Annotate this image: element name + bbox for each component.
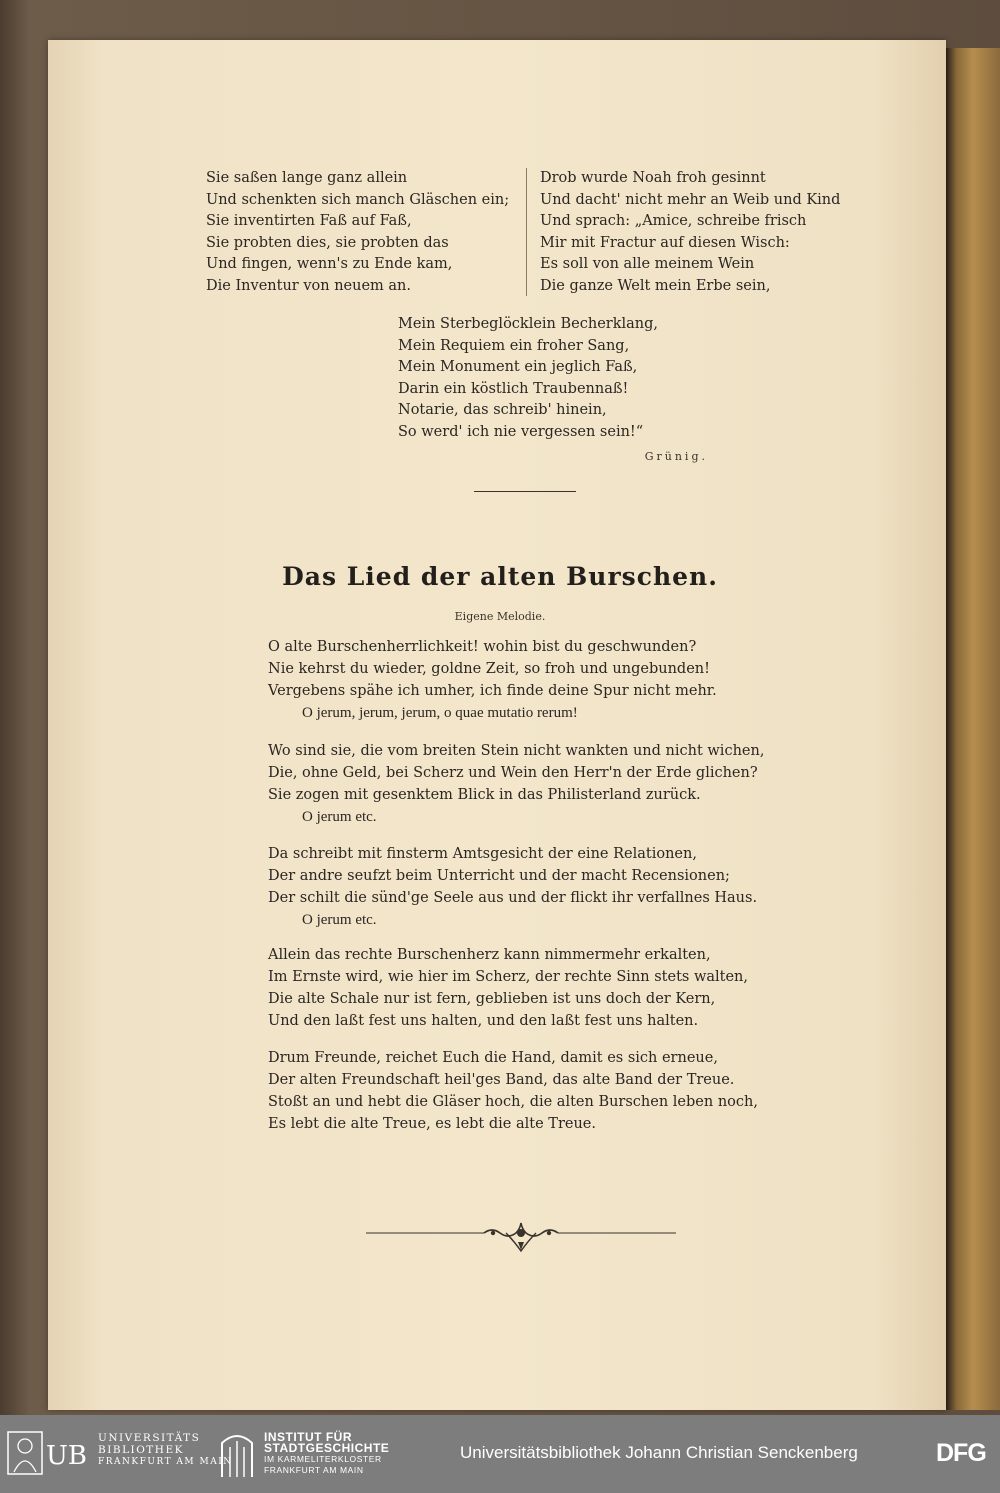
poem-closing-stanza xyxy=(398,314,658,443)
stanza-line: Stoßt an und hebt die Gläser hoch, die alten Burschen leben noch, xyxy=(268,1094,758,1110)
song-stanza-4 xyxy=(268,944,748,1032)
stanza-line: Sie zogen mit gesenktem Blick in das Philisterland zurück. xyxy=(268,787,701,803)
dfg-logo: DFG xyxy=(936,1439,986,1467)
stanza-line: Der alten Freundschaft heil'ges Band, das alte Band der Treue. xyxy=(268,1072,735,1088)
poem-line: Mein Requiem ein froher Sang, xyxy=(398,337,630,354)
song-stanza-2 xyxy=(268,740,764,828)
stanza-line: Vergebens spähe ich umher, ich finde deine Spur nicht mehr. xyxy=(268,683,717,699)
stanza-line: Und den laßt fest uns halten, und den laßt fest uns halten. xyxy=(268,1013,699,1029)
poem-line: Sie inventirten Faß auf Faß, xyxy=(206,213,412,229)
stanza-line: Im Ernste wird, wie hier im Scherz, der rechte Sinn stets walten, xyxy=(268,969,749,985)
poem-line: Sie saßen lange ganz allein xyxy=(206,170,408,186)
song-title: Das Lied der alten Burschen. xyxy=(282,562,718,591)
poem-line: Sie probten dies, sie probten das xyxy=(206,234,449,251)
poem-left-column xyxy=(206,168,509,297)
poem-line: Darin ein köstlich Traubennaß! xyxy=(398,380,629,397)
ub-name-line: FRANKFURT AM MAIN xyxy=(98,1457,233,1467)
footer-bar xyxy=(0,1415,1000,1493)
song-stanza-5 xyxy=(268,1047,758,1135)
ub-name xyxy=(98,1432,233,1468)
stanza-line: Wo sind sie, die vom breiten Stein nicht wankten und nicht wichen, xyxy=(268,743,765,759)
song-stanza-3 xyxy=(268,843,757,931)
song-stanza-1 xyxy=(268,636,717,724)
poem-line: So werd' ich nie vergessen sein!“ xyxy=(398,423,644,440)
column-divider xyxy=(526,168,527,296)
poem-line: Die ganze Welt mein Erbe sein, xyxy=(540,277,771,294)
stanza-line: Der andre seufzt beim Unterricht und der macht Recensionen; xyxy=(268,868,730,884)
stanza-line: Die alte Schale nur ist fern, geblieben ist uns doch der Kern, xyxy=(268,991,716,1007)
stanza-refrain: O jerum, jerum, jerum, o quae mutatio rerum! xyxy=(302,705,578,721)
stanza-line: O alte Burschenherrlichkeit! wohin bist du geschwunden? xyxy=(268,639,697,655)
poem-line: Und dacht' nicht mehr an Weib und Kind xyxy=(540,191,841,208)
poem-right-column xyxy=(540,168,840,297)
facing-page-edge xyxy=(946,48,1000,1410)
poem-line: Drob wurde Noah froh gesinnt xyxy=(540,170,766,186)
ornament-divider-icon xyxy=(366,1218,676,1258)
institut-name xyxy=(264,1432,389,1476)
poem-line: Es soll von alle meinem Wein xyxy=(540,256,755,272)
stanza-line: Allein das rechte Burschenherz kann nimmermehr erkalten, xyxy=(268,947,711,963)
stanza-line: Drum Freunde, reichet Euch die Hand, damit es sich erneue, xyxy=(268,1050,718,1066)
poem-line: Und sprach: „Amice, schreibe frisch xyxy=(540,213,807,229)
ub-logo-text: UB xyxy=(46,1441,88,1471)
stanza-line: Die, ohne Geld, bei Scherz und Wein den Herr'n der Erde glichen? xyxy=(268,765,758,781)
poem-line: Mir mit Fractur auf diesen Wisch: xyxy=(540,234,790,251)
institut-logo-icon xyxy=(218,1429,256,1479)
institut-name-line: IM KARMELITERKLOSTER xyxy=(264,1454,382,1464)
poem-line: Und schenkten sich manch Gläschen ein; xyxy=(206,191,510,208)
stanza-line: Nie kehrst du wieder, goldne Zeit, so froh und ungebunden! xyxy=(268,661,710,677)
section-rule xyxy=(474,491,576,492)
song-subtitle: Eigene Melodie. xyxy=(454,610,546,623)
institut-name-line: FRANKFURT AM MAIN xyxy=(264,1465,364,1475)
poem-line: Und fingen, wenn's zu Ende kam, xyxy=(206,256,453,272)
ub-logo-icon xyxy=(4,1426,100,1478)
institut-name-line: INSTITUT FÜR xyxy=(264,1430,352,1444)
stanza-refrain: O jerum etc. xyxy=(302,809,377,825)
stanza-line: Da schreibt mit finsterm Amtsgesicht der eine Relationen, xyxy=(268,846,697,862)
stanza-line: Der schilt die sünd'ge Seele aus und der flickt ihr verfallnes Haus. xyxy=(268,890,758,906)
institut-name-line: STADTGESCHICHTE xyxy=(264,1441,390,1455)
ub-name-line: UNIVERSITÄTS xyxy=(98,1432,201,1444)
poem-author: Grünig. xyxy=(644,450,708,463)
stanza-refrain: O jerum etc. xyxy=(302,912,377,928)
poem-line: Notarie, das schreib' hinein, xyxy=(398,402,607,418)
poem-line: Die Inventur von neuem an. xyxy=(206,277,411,294)
poem-line: Mein Sterbeglöcklein Becherklang, xyxy=(398,316,659,332)
poem-line: Mein Monument ein jeglich Faß, xyxy=(398,359,638,375)
stanza-line: Es lebt die alte Treue, es lebt die alte Treue. xyxy=(268,1116,596,1132)
library-name: Universitätsbibliothek Johann Christian Senckenberg xyxy=(460,1443,858,1462)
ub-name-line: BIBLIOTHEK xyxy=(98,1444,184,1456)
